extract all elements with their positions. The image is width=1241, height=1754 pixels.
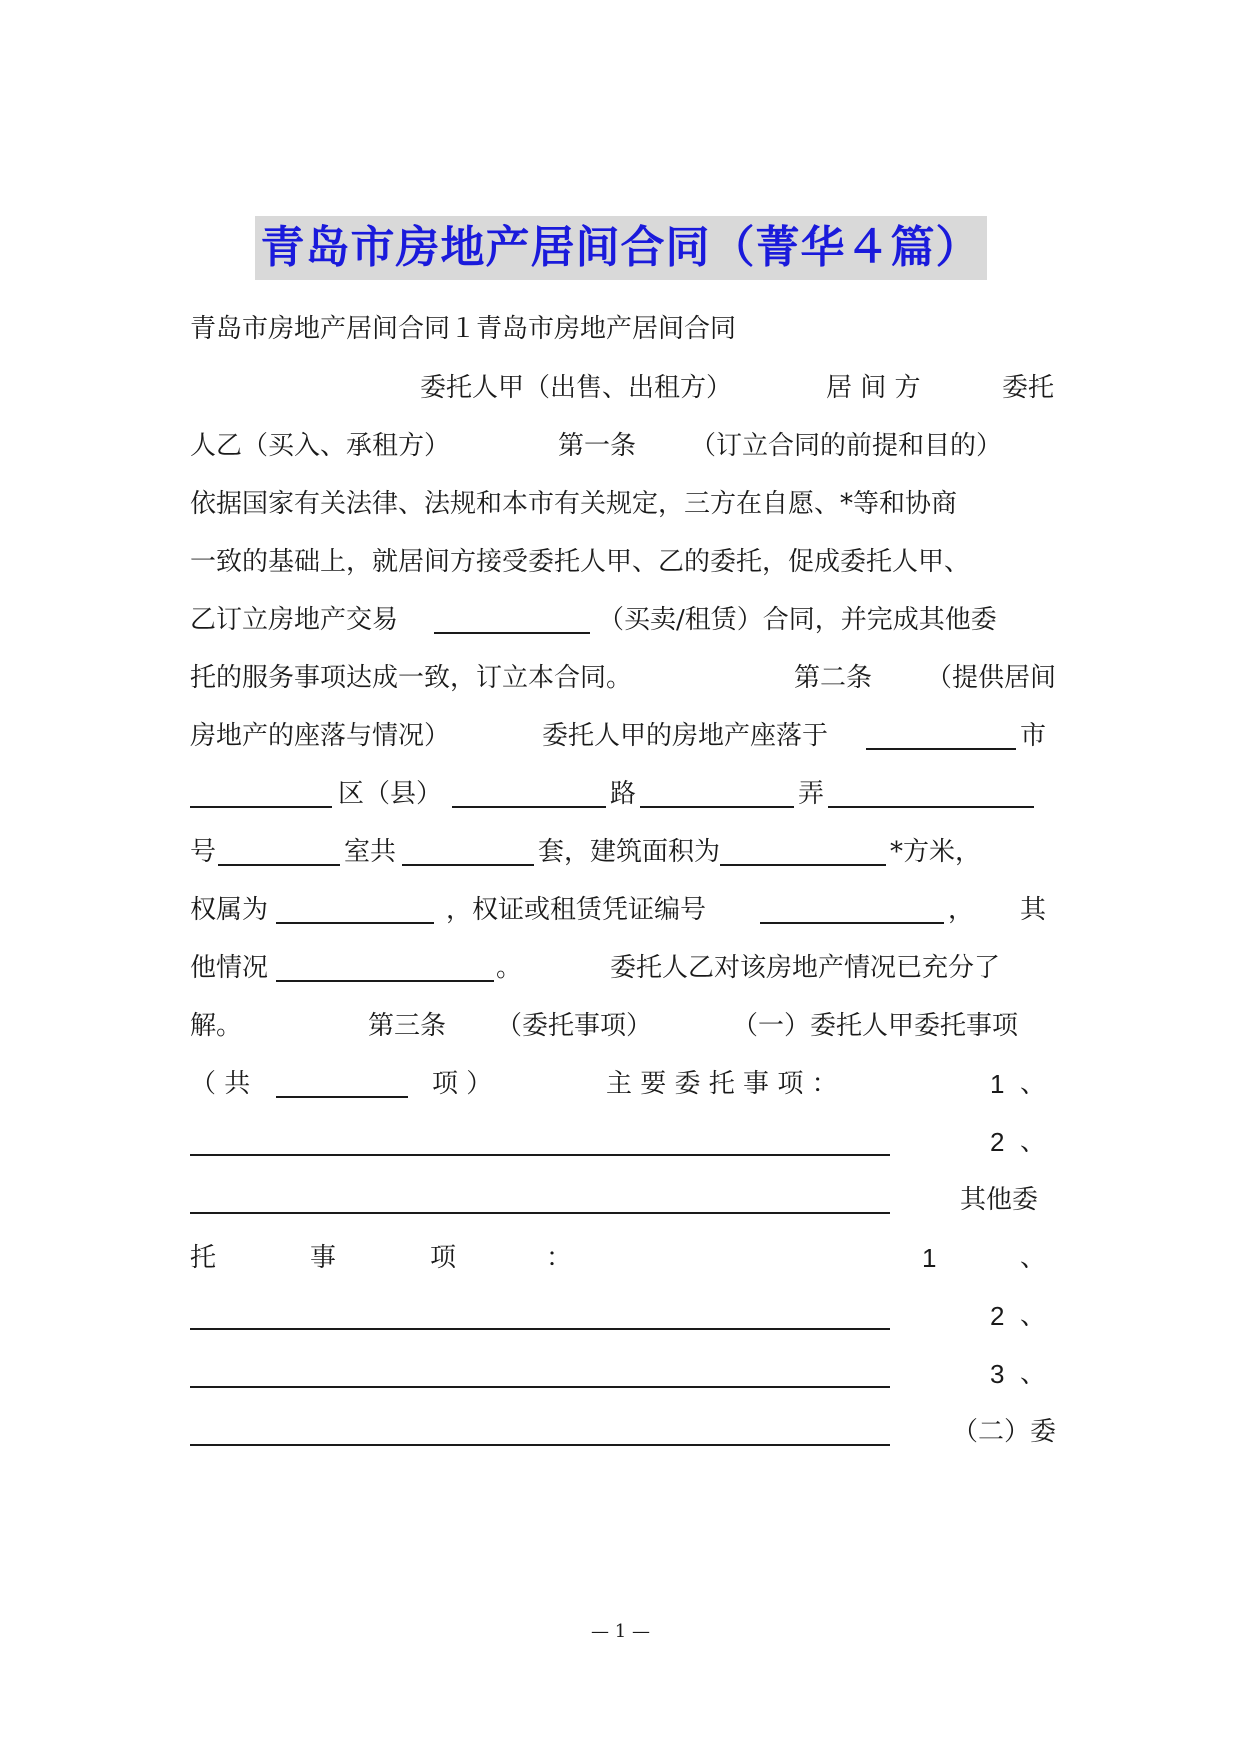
title-wrap bbox=[0, 216, 1241, 280]
text-segment: 委托 bbox=[1002, 373, 1055, 403]
text-segment: 事 bbox=[310, 1243, 337, 1273]
blank-field bbox=[190, 1412, 890, 1452]
blank-field bbox=[434, 600, 590, 640]
blank-field bbox=[190, 1354, 890, 1394]
text-line bbox=[190, 1006, 1056, 1046]
text-segment: 、 bbox=[1020, 1301, 1047, 1331]
text-segment: ， bbox=[948, 895, 975, 925]
text-segment: 人乙（买入、承租方） bbox=[190, 431, 451, 461]
text-segment: 第二条 bbox=[794, 663, 873, 693]
text-line bbox=[190, 774, 1056, 814]
blank-field bbox=[190, 774, 332, 814]
text-line bbox=[190, 309, 1056, 349]
text-line bbox=[190, 368, 1056, 408]
text-segment: （二）委 bbox=[952, 1417, 1057, 1447]
text-segment: （委托事项） bbox=[496, 1011, 653, 1041]
text-line bbox=[190, 484, 1056, 524]
blank-field bbox=[276, 948, 494, 988]
blank-field bbox=[276, 890, 434, 930]
text-segment: （ 共 bbox=[190, 1069, 251, 1099]
text-segment: 权属为 bbox=[190, 895, 269, 925]
blank-field bbox=[402, 832, 534, 872]
text-segment: 乙订立房地产交易 bbox=[190, 605, 399, 635]
text-segment: （买卖/租赁）合同，并完成其他委 bbox=[598, 605, 997, 635]
text-segment: ，权证或租赁凭证编号 bbox=[446, 895, 707, 925]
item-number: 2 bbox=[990, 1127, 1005, 1157]
blank-field bbox=[276, 1064, 408, 1104]
blank-field bbox=[190, 1180, 890, 1220]
text-segment: 项 ） bbox=[432, 1069, 493, 1099]
text-segment: 弄 bbox=[798, 779, 825, 809]
blank-field bbox=[452, 774, 606, 814]
item-number: 3 bbox=[990, 1359, 1005, 1389]
text-segment: 托的服务事项达成一致，订立本合同。 bbox=[190, 663, 633, 693]
blank-field bbox=[190, 1296, 890, 1336]
text-segment: 、 bbox=[1020, 1069, 1047, 1099]
text-segment: 委托人乙对该房地产情况已充分了 bbox=[610, 953, 1001, 983]
text-segment: 、 bbox=[1020, 1359, 1047, 1389]
text-segment: 市 bbox=[1020, 721, 1047, 751]
text-segment: 、 bbox=[1020, 1127, 1047, 1157]
text-line bbox=[190, 1296, 1056, 1336]
text-segment: 主 要 委 托 事 项 ： bbox=[606, 1069, 838, 1099]
text-segment: 依据国家有关法律、法规和本市有关规定，三方在自愿、*等和协商 bbox=[190, 489, 958, 519]
text-segment: 居 间 方 bbox=[826, 373, 921, 403]
text-segment: 路 bbox=[610, 779, 637, 809]
blank-field bbox=[640, 774, 794, 814]
text-segment: *方米， bbox=[890, 837, 982, 867]
blank-field bbox=[866, 716, 1016, 756]
blank-field bbox=[190, 1122, 890, 1162]
text-segment: 其他委 bbox=[960, 1185, 1039, 1215]
text-segment: 第三条 bbox=[368, 1011, 447, 1041]
text-line bbox=[190, 658, 1056, 698]
text-line bbox=[190, 716, 1056, 756]
text-segment: 他情况 bbox=[190, 953, 269, 983]
text-segment: 室共 bbox=[344, 837, 397, 867]
item-number: 1 bbox=[990, 1069, 1005, 1099]
text-segment: 青岛市房地产居间合同１青岛市房地产居间合同 bbox=[190, 314, 737, 344]
page-number: — 1 — bbox=[591, 1621, 650, 1642]
text-line bbox=[190, 1412, 1056, 1452]
text-line bbox=[190, 1122, 1056, 1162]
text-segment: 、 bbox=[1020, 1243, 1047, 1273]
text-line bbox=[190, 1180, 1056, 1220]
blank-field bbox=[760, 890, 944, 930]
text-segment: 区（县） bbox=[338, 779, 443, 809]
text-segment: 号 bbox=[190, 837, 217, 867]
text-segment: ： bbox=[546, 1243, 573, 1273]
blank-field bbox=[218, 832, 340, 872]
text-segment: 解。 bbox=[190, 1011, 243, 1041]
text-line bbox=[190, 426, 1056, 466]
text-segment: 房地产的座落与情况） bbox=[190, 721, 451, 751]
text-segment: 委托人甲（出售、出租方） bbox=[420, 373, 733, 403]
text-line bbox=[190, 542, 1056, 582]
text-line bbox=[190, 1064, 1056, 1104]
text-segment: 其 bbox=[1020, 895, 1047, 925]
text-line bbox=[190, 1238, 1056, 1278]
text-segment: 一致的基础上，就居间方接受委托人甲、乙的委托，促成委托人甲、 bbox=[190, 547, 971, 577]
text-line bbox=[190, 1354, 1056, 1394]
text-line bbox=[190, 600, 1056, 640]
item-number: 1 bbox=[922, 1243, 937, 1273]
text-segment: 第一条 bbox=[558, 431, 637, 461]
text-segment: （一）委托人甲委托事项 bbox=[732, 1011, 1019, 1041]
text-segment: 套，建筑面积为 bbox=[538, 837, 721, 867]
text-line bbox=[190, 832, 1056, 872]
item-number: 2 bbox=[990, 1301, 1005, 1331]
text-line bbox=[190, 890, 1056, 930]
text-segment: （提供居间 bbox=[926, 663, 1057, 693]
text-segment: 项 bbox=[430, 1243, 457, 1273]
blank-field bbox=[720, 832, 886, 872]
text-line bbox=[190, 948, 1056, 988]
document-title: 青岛市房地产居间合同（菁华４篇） bbox=[255, 216, 987, 280]
text-segment: 。 bbox=[496, 953, 523, 983]
text-segment: 委托人甲的房地产座落于 bbox=[542, 721, 829, 751]
blank-field bbox=[828, 774, 1034, 814]
text-segment: （订立合同的前提和目的） bbox=[690, 431, 1003, 461]
text-segment: 托 bbox=[190, 1243, 217, 1273]
